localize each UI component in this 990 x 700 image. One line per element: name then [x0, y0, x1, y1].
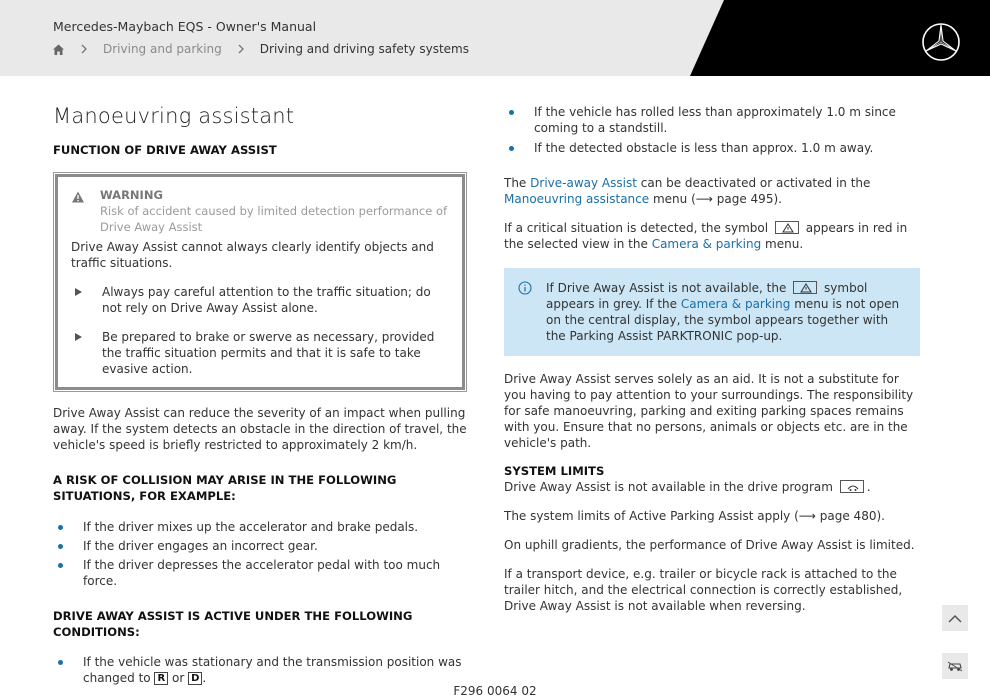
chevron-right-icon [237, 44, 245, 54]
warning-item-text: Be prepared to brake or swerve as necessary, provided the traffic situation permits and that it is safe to take evasive action. [102, 330, 435, 376]
info-box [504, 268, 920, 356]
uphill-paragraph: On uphill gradients, the performance of Drive Away Assist is limited. [504, 538, 915, 552]
info-icon [518, 281, 532, 295]
warning-triangle-icon [71, 190, 85, 204]
bullet-dot-icon [58, 544, 63, 549]
gear-key-r: R [154, 672, 168, 685]
warning-box [53, 172, 467, 392]
manual-title: Mercedes-Maybach EQS - Owner's Manual [53, 19, 317, 34]
warning-text: Drive Away Assist cannot always clearly identify objects and traffic situations. [71, 240, 434, 270]
critical-paragraph: If a critical situation is detected, the symbol appears in red in the selected view in the Camera & parking menu. [504, 221, 908, 251]
bullet-dot-icon [509, 110, 514, 115]
breadcrumb-link-driving-parking[interactable]: Driving and parking [103, 42, 222, 56]
warning-item [71, 329, 449, 377]
vehicle-view-button[interactable] [942, 653, 968, 679]
home-icon[interactable] [52, 43, 65, 56]
reduce-paragraph: Drive Away Assist can reduce the severity of an impact when pulling away. If the system detects an obstacle in the direction of travel, the vehicle's speed is briefly restricted to approximately 2 km/h. [53, 406, 467, 452]
warning-subtitle: Risk of accident caused by limited detection performance of Drive Away Assist [100, 204, 448, 234]
drive-away-warning-symbol-icon [775, 221, 799, 234]
list-item: If the vehicle has rolled less than approximately 1.0 m since coming to a standstill. [504, 104, 920, 136]
breadcrumb-current: Driving and driving safety systems [259, 42, 469, 56]
camera-parking-link[interactable]: Camera & parking [651, 237, 762, 251]
chevron-up-icon [948, 614, 962, 623]
chevron-right-icon [80, 44, 88, 54]
collision-heading: A RISK OF COLLISION MAY ARISE IN THE FOLLOWING SITUATIONS, FOR EXAMPLE: [53, 473, 397, 503]
list-item: If the detected obstacle is less than approx. 1.0 m away. [504, 140, 920, 156]
system-limits-heading: SYSTEM LIMITS [504, 464, 605, 478]
list-item: If the driver engages an incorrect gear. [53, 538, 467, 554]
conditions-list [504, 104, 920, 156]
mercedes-star-logo[interactable] [921, 22, 961, 62]
left-column [53, 104, 467, 689]
car-icon [947, 660, 963, 672]
active-list [53, 654, 467, 686]
camera-parking-link[interactable]: Camera & parking [680, 297, 791, 311]
arrow-bullet-icon [75, 288, 82, 296]
aid-paragraph: Drive Away Assist serves solely as an aid. It is not a substitute for you having to pay attention to your surroundings. The responsibility for safe manoeuvring, parking and exiting parking spaces remains with you. Ensure that no persons, animals or objects etc. are in the vehicle's path. [504, 372, 914, 450]
scroll-to-top-button[interactable] [942, 605, 968, 631]
limits-apply-paragraph: The system limits of Active Parking Assist apply (⟶ page 480). [504, 509, 885, 523]
drive-program-icon [840, 480, 864, 493]
drive-away-assist-link[interactable]: Drive-away Assist [530, 176, 637, 190]
active-heading: DRIVE AWAY ASSIST IS ACTIVE UNDER THE FOLLOWING CONDITIONS: [53, 609, 413, 639]
bullet-dot-icon [58, 563, 63, 568]
bullet-dot-icon [58, 525, 63, 530]
warning-item-text: Always pay careful attention to the traffic situation; do not rely on Drive Away Assist alone. [102, 285, 431, 315]
list-item: If the driver mixes up the accelerator and brake pedals. [53, 519, 467, 535]
manoeuvring-assistance-link[interactable]: Manoeuvring assistance [504, 192, 650, 206]
info-text: If Drive Away Assist is not available, the symbol appears in grey. If the Camera & parking menu is not open on the central display, the symbol appears together with the Parking Assist PARKTRONIC pop-up. [546, 281, 900, 343]
image-reference-code: F296 0064 02 [453, 684, 537, 698]
page-title: Manoeuvring assistant [53, 104, 295, 128]
arrow-bullet-icon [75, 333, 82, 341]
breadcrumb [52, 42, 469, 56]
page-header [0, 0, 990, 76]
right-column [504, 104, 920, 614]
function-heading: FUNCTION OF DRIVE AWAY ASSIST [53, 143, 277, 157]
bullet-dot-icon [58, 660, 63, 665]
warning-item [71, 284, 449, 316]
bullet-dot-icon [509, 146, 514, 151]
list-item: If the driver depresses the accelerator pedal with too much force. [53, 557, 467, 589]
deactivate-paragraph: The Drive-away Assist can be deactivated or activated in the Manoeuvring assistance menu (⟶ page 495). [504, 176, 871, 206]
warning-label: WARNING [100, 188, 163, 202]
list-item: If the vehicle was stationary and the transmission position was changed to R or D . [53, 654, 467, 686]
drive-away-warning-symbol-icon [793, 281, 817, 294]
collision-list [53, 519, 467, 589]
transport-paragraph: If a transport device, e.g. trailer or bicycle rack is attached to the trailer hitch, and the electrical connection is correctly established, Drive Away Assist is not available when reversing. [504, 567, 903, 613]
gear-key-d: D [188, 672, 202, 685]
limits-paragraph: Drive Away Assist is not available in the drive program . [504, 480, 871, 494]
